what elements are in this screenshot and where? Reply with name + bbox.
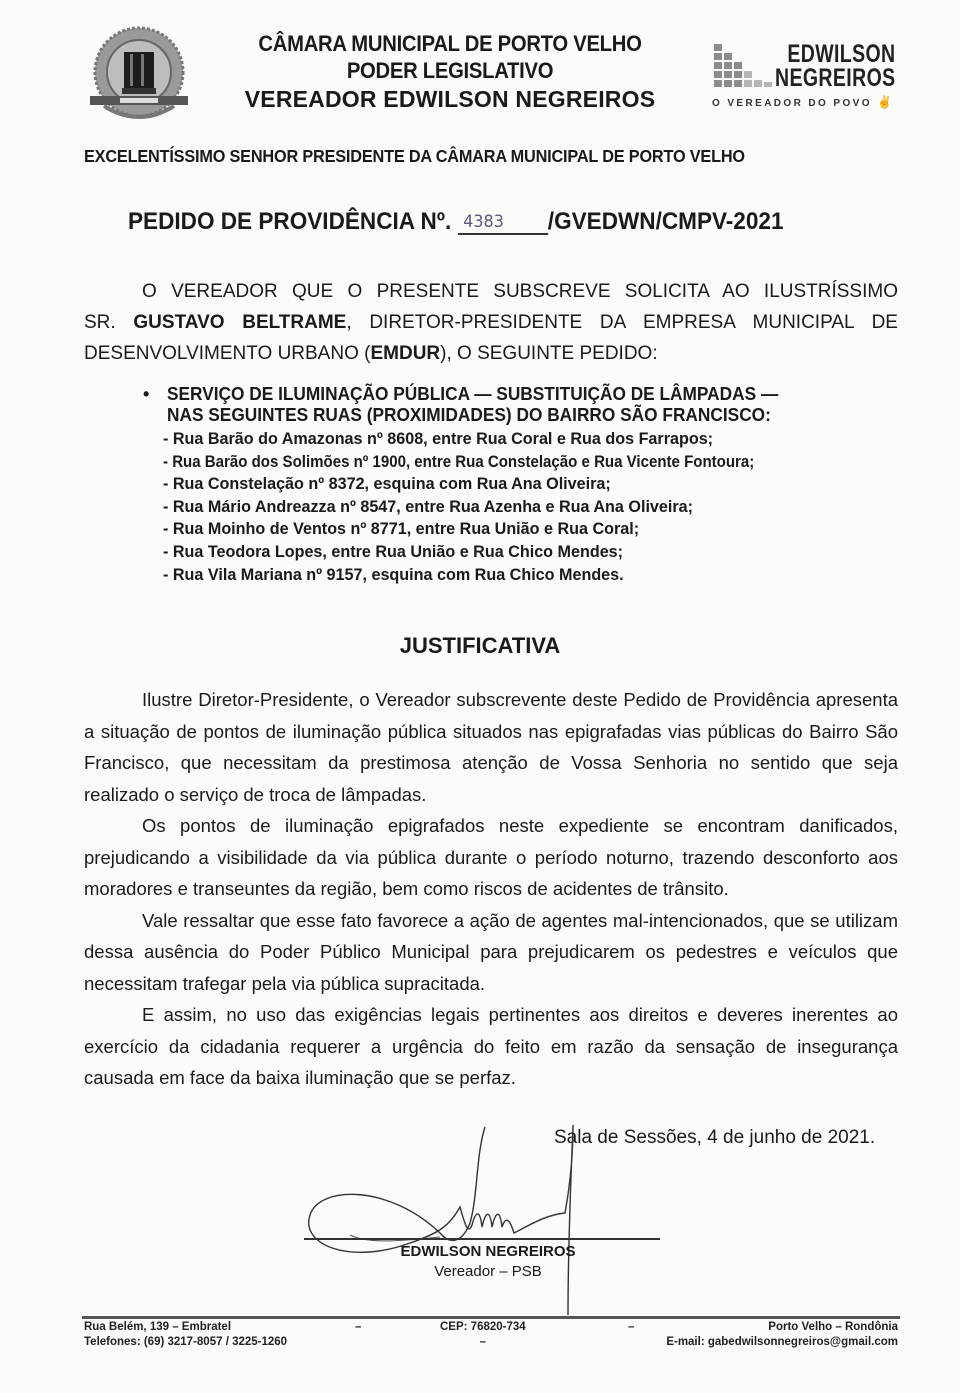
justification-paragraph: Vale ressaltar que esse fato favorece a ação de agentes mal-intencionados, que se utilizam dessa ausência do Poder Público Municipal para prejudicarem os pedestres e veículos que necessitam trafegar pela via pública supracitada. — [84, 909, 898, 994]
justification-paragraph: Ilustre Diretor-Presidente, o Vereador subscrevente deste Pedido de Providência apresenta a situação de pontos de iluminação pública situados nas epigrafadas vias públicas do Bairro São Francisco, que necessitam da prestimosa atenção de Vossa Senhoria no sentido que seja realizado o serviço de troca de lâmpadas. — [84, 689, 898, 805]
footer-separator: – — [479, 1336, 487, 1348]
justification-heading: JUSTIFICATIVA — [399, 633, 561, 658]
signer-name: EDWILSON NEGREIROS — [400, 1243, 576, 1260]
organization-acronym: EMDUR — [370, 343, 441, 364]
footer-separator: – — [355, 1321, 362, 1333]
street-item: - Rua Teodora Lopes, entre Rua União e Rua Chico Mendes; — [163, 541, 624, 561]
footer-email[interactable]: E-mail: gabedwilsonnegreiros@gmail.com — [666, 1336, 898, 1348]
request-title — [128, 208, 783, 236]
service-title-line2: NAS SEGUINTES RUAS (PROXIMIDADES) DO BAIRRO SÃO FRANCISCO: — [167, 405, 771, 425]
footer-separator: – — [628, 1321, 635, 1333]
justification-body — [84, 684, 898, 1094]
footer-right — [666, 1320, 898, 1350]
institution-branch: PODER LEGISLATIVO — [346, 58, 554, 83]
street-item: - Rua Barão do Amazonas nº 8608, entre Rua Coral e Rua dos Farrapos; — [163, 429, 714, 448]
footer-address: Rua Belém, 139 – Embratel — [84, 1321, 232, 1333]
addressee-line: EXCELENTÍSSIMO SENHOR PRESIDENTE DA CÂMARA MUNICIPAL DE PORTO VELHO — [84, 146, 745, 166]
street-item: - Rua Mário Andreazza nº 8547, entre Rua Azenha e Rua Ana Oliveira; — [163, 496, 694, 516]
camara-seal-logo — [86, 24, 192, 124]
bullet-icon: • — [143, 384, 150, 404]
street-item: - Rua Barão dos Solimões nº 1900, entre Rua Constelação e Rua Vicente Fontoura; — [163, 451, 755, 471]
justification-paragraph: Os pontos de iluminação epigrafados neste expediente se encontram danificados, prejudicando a visibilidade da via pública durante o período noturno, trazendo desconforto aos moradores e transeuntes da região, bem como riscos de acidentes de trânsito. — [84, 815, 898, 899]
request-title-suffix: /GVEDWN/CMPV-2021 — [547, 208, 784, 235]
street-item: - Rua Moinho de Ventos nº 8771, entre Rua União e Rua Coral; — [163, 519, 640, 539]
footer-center — [440, 1320, 526, 1350]
street-item: - Rua Constelação nº 8372, esquina com Rua Ana Oliveira; — [163, 474, 611, 494]
service-request-item — [143, 384, 903, 426]
footer-cep: CEP: 76820-734 — [440, 1321, 526, 1333]
street-item: - Rua Vila Mariana nº 9157, esquina com Rua Chico Mendes. — [163, 564, 624, 584]
justification-paragraph: E assim, no uso das exigências legais pertinentes aos direitos e deveres inerentes ao exercício da cidadania requerer a urgência do feito em razão da sensação de insegurança causada em face da baixa iluminação que se perfaz. — [84, 1004, 898, 1088]
letterhead-title — [200, 30, 700, 114]
footer-city: Porto Velho – Rondônia — [768, 1321, 898, 1333]
service-title-line1: SERVIÇO DE ILUMINAÇÃO PÚBLICA — SUBSTITUIÇÃO DE LÂMPADAS — — [167, 384, 779, 404]
footer-phones: Telefones: (69) 3217-8057 / 3225-1260 — [84, 1336, 288, 1348]
footer-left — [84, 1320, 287, 1350]
director-name: GUSTAVO BELTRAME — [133, 312, 347, 333]
signer-role: Vereador – PSB — [434, 1263, 542, 1280]
edwilson-negreiros-logo — [712, 40, 902, 110]
institution-name: CÂMARA MUNICIPAL DE PORTO VELHO — [258, 31, 642, 56]
brand-tagline: O VEREADOR DO POVO ✌ — [712, 95, 893, 109]
request-title-prefix: PEDIDO DE PROVIDÊNCIA Nº. — [128, 208, 452, 235]
footer-divider — [82, 1316, 900, 1319]
handshake-icon: ✌ — [877, 95, 893, 109]
councilor-office: VEREADOR EDWILSON NEGREIROS — [244, 86, 656, 112]
place-and-date: Sala de Sessões, 4 de junho de 2021. — [554, 1127, 876, 1148]
intro-paragraph: O VEREADOR QUE O PRESENTE SUBSCREVE SOLICITA AO ILUSTRÍSSIMO SR. GUSTAVO BELTRAME, DIRETOR-PRESIDENTE DA EMPRESA MUNICIPAL DE DESENVOLVIMENTO URBANO (EMDUR), O SEGUINTE PEDIDO: — [84, 281, 898, 364]
signature-line — [304, 1238, 660, 1240]
request-number-handwritten: 4383 — [458, 211, 548, 235]
street-list — [163, 428, 831, 586]
brand-name: EDWILSON NEGREIROS — [775, 40, 896, 92]
